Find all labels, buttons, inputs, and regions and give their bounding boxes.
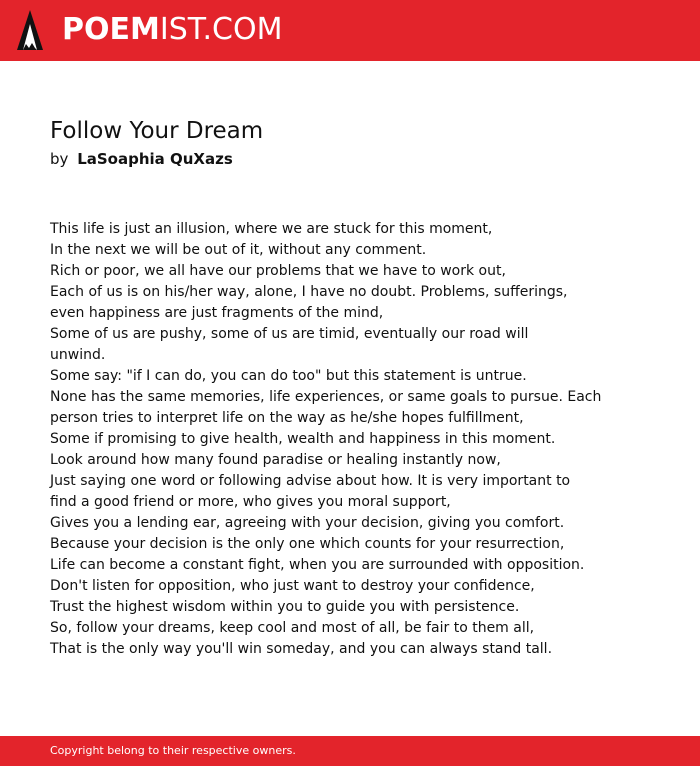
poem-line: Rich or poor, we all have our problems that we have to work out, bbox=[50, 263, 506, 279]
poem-line: Each of us is on his/her way, alone, I have no doubt. Problems, sufferings, bbox=[50, 284, 568, 300]
poem-line: So, follow your dreams, keep cool and most of all, be fair to them all, bbox=[50, 620, 535, 636]
logo-text-light: IST.COM bbox=[159, 12, 283, 47]
poem-line: None has the same memories, life experiences, or same goals to pursue. Each bbox=[50, 389, 602, 405]
logo-text-bold: POEM bbox=[62, 12, 160, 47]
pencil-tip-icon[interactable] bbox=[17, 10, 43, 50]
poem-title: Follow Your Dream bbox=[50, 118, 264, 144]
poem-line: Just saying one word or following advise about how. It is very important to bbox=[50, 473, 571, 489]
poem-line: unwind. bbox=[50, 347, 106, 363]
poem-body bbox=[50, 219, 650, 660]
site-logo[interactable] bbox=[62, 12, 282, 48]
poem-byline bbox=[50, 149, 233, 169]
poem-line: Life can become a constant fight, when you are surrounded with opposition. bbox=[50, 557, 585, 573]
poem-line: Don't listen for opposition, who just want to destroy your confidence, bbox=[50, 578, 535, 594]
footer-copyright: Copyright belong to their respective owners. bbox=[50, 744, 296, 757]
poem-line: Some if promising to give health, wealth and happiness in this moment. bbox=[50, 431, 556, 447]
poem-line: Because your decision is the only one which counts for your resurrection, bbox=[50, 536, 565, 552]
poem-line: That is the only way you'll win someday, and you can always stand tall. bbox=[50, 641, 553, 657]
poem-line: Some say: "if I can do, you can do too" but this statement is untrue. bbox=[50, 368, 527, 384]
poem-line: person tries to interpret life on the way as he/she hopes fulfillment, bbox=[50, 410, 524, 426]
site-footer bbox=[0, 736, 700, 766]
poem-author: LaSoaphia QuXazs bbox=[77, 150, 233, 168]
poem-line: Gives you a lending ear, agreeing with your decision, giving you comfort. bbox=[50, 515, 565, 531]
site-header bbox=[0, 0, 700, 61]
poem-line: This life is just an illusion, where we are stuck for this moment, bbox=[50, 221, 493, 237]
poem-line: even happiness are just fragments of the mind, bbox=[50, 305, 384, 321]
poem-line: Look around how many found paradise or healing instantly now, bbox=[50, 452, 501, 468]
poem-line: Trust the highest wisdom within you to guide you with persistence. bbox=[50, 599, 520, 615]
poem-line: find a good friend or more, who gives you moral support, bbox=[50, 494, 451, 510]
poem-line: In the next we will be out of it, without any comment. bbox=[50, 242, 427, 258]
poem-line: Some of us are pushy, some of us are timid, eventually our road will bbox=[50, 326, 529, 342]
by-label: by bbox=[50, 150, 69, 168]
